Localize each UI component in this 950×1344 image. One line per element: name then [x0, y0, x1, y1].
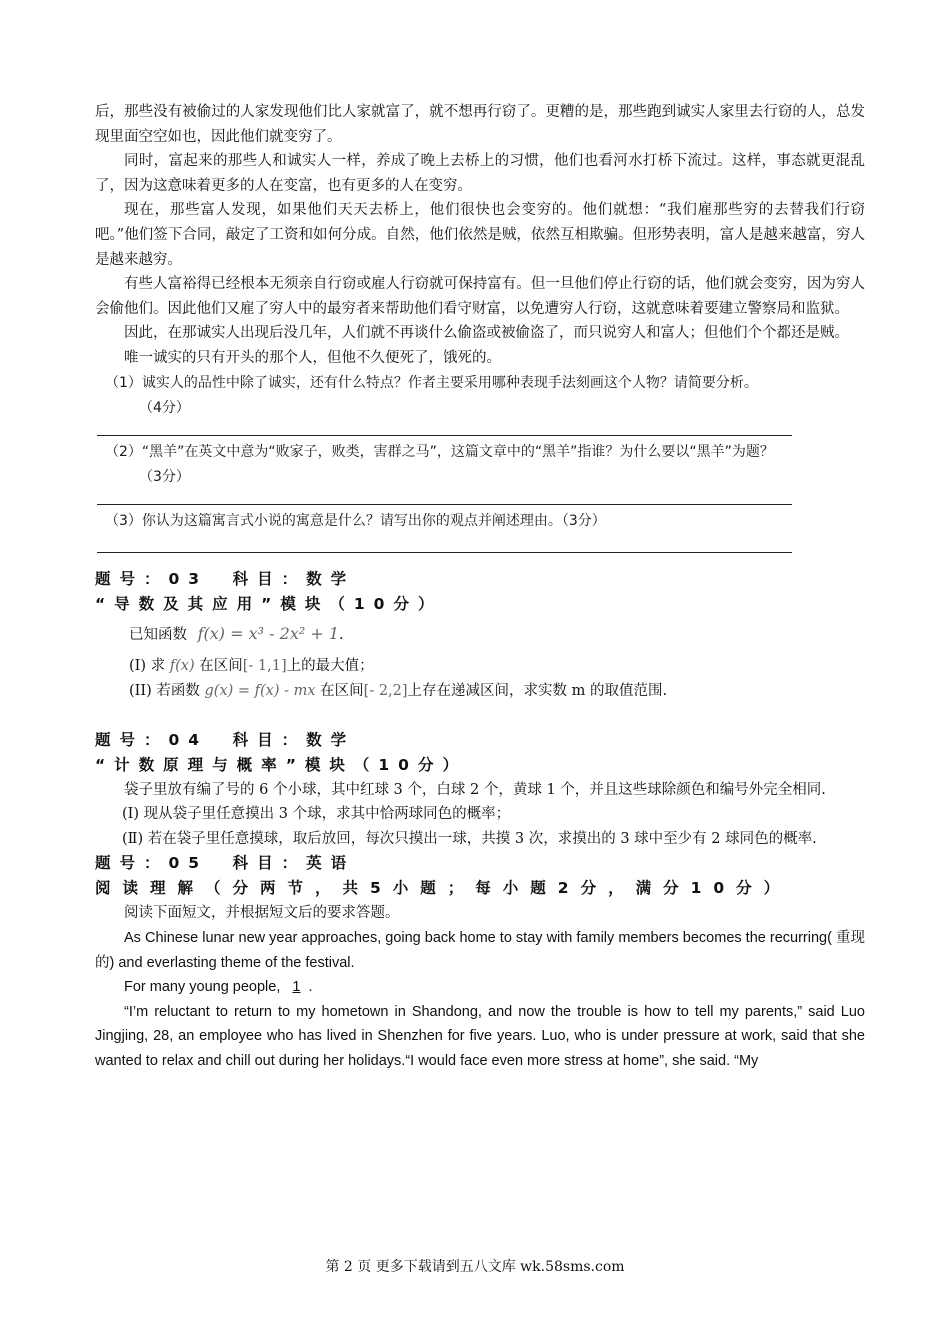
section-heading: 题号：04 科目：数学 [95, 730, 356, 749]
answer-blank[interactable]: 1 [292, 979, 301, 996]
story-paragraph: 有些人富裕得已经根本无须亲自行窃或雇人行窃就可保持富有。但一旦他们停止行窃的话，他们就会变穷，因为穷人会偷他们。因此他们又雇了穷人中的最穷者来帮助他们看守财富，以免遭穷人行窃，这就意味着要建立警察局和监狱。 [95, 276, 865, 317]
section-heading: 题号：03 科目：数学 [95, 569, 356, 588]
problem-part-1: (I) 求 f(x) 在区间[- 1,1]上的最大值； [129, 657, 374, 674]
question-text: （3）你认为这篇寓言式小说的寓意是什么？请写出你的观点并阐述理由。（3分） [105, 512, 606, 529]
section-heading: 题号：05 科目：英语 [95, 854, 356, 873]
section-03 [95, 567, 865, 704]
reading-paragraph: “I’m reluctant to return to my hometown in Shandong, and now the trouble is how to tell my parents,” said Luo Jingjing, 28, an employee who has lived in Shenzhen for five years. Luo, who is under pressure at work, said that she wanted to relax and chill out during her holidays.“I would face even more stress at home”, she said. “My [95, 1003, 865, 1069]
section-04 [95, 728, 865, 852]
problem-intro: 袋子里放有编了号的 6 个小球，其中红球 3 个，白球 2 个，黄球 1 个，并且这些球除颜色和编号外完全相同. [124, 781, 826, 798]
section-05 [95, 851, 865, 1073]
story-section [95, 100, 865, 371]
question-score: （3分） [139, 468, 190, 485]
story-paragraph: 同时，富起来的那些人和诚实人一样，养成了晚上去桥上的习惯，他们也看河水打桥下流过。这样，事态就更混乱了，因为这意味着更多的人在变富，也有更多的人在变穷。 [95, 153, 865, 194]
section-subheading: 阅读理解（分两节，共5小题；每小题2分，满分10分） [95, 879, 792, 898]
reading-paragraph: For many young people, 1 . [124, 979, 313, 996]
section-subheading: “导数及其应用”模块（10分） [95, 594, 443, 613]
story-paragraph: 现在，那些富人发现，如果他们天天去桥上，他们很快也会变穷的。他们就想：“我们雇那些穷的去替我们行窃吧。”他们签下合同，敲定了工资和如何分成。自然，他们依然是贼，依然互相欺骗。但形势表明，富人是越来越富，穷人是越来越穷。 [95, 202, 865, 268]
story-question-3 [95, 509, 865, 553]
story-paragraph: 唯一诚实的只有开头的那个人，但他不久便死了，饿死的。 [124, 349, 501, 366]
page-content [95, 100, 865, 1073]
problem-part-2: (II) 若函数 g(x) = f(x) - mx 在区间[- 2,2]上存在递减区间，求实数 m 的取值范围. [129, 682, 668, 699]
story-paragraph: 因此，在那诚实人出现后没几年，人们就不再谈什么偷盗或被偷盗了，而只说穷人和富人；但他们个个都还是贼。 [124, 325, 849, 342]
question-text: （2）“黑羊”在英文中意为“败家子，败类，害群之马”，这篇文章中的“黑羊”指谁？为什么要以“黑羊”为题？ [105, 443, 774, 460]
section-subheading: “计数原理与概率”模块（10分） [95, 755, 467, 774]
problem-intro: 已知函数 f(x) = x³ - 2x² + 1. [129, 623, 344, 643]
question-text: （1）诚实人的品性中除了诚实，还有什么特点？作者主要采用哪种表现手法刻画这个人物？请简要分析。 [105, 374, 758, 391]
reading-instruction: 阅读下面短文，并根据短文后的要求答题。 [124, 905, 400, 922]
problem-part-2: (Ⅱ) 若在袋子里任意摸球，取后放回，每次只摸出一球，共摸 3 次，求摸出的 3 球中至少有 2 球同色的概率. [122, 830, 817, 847]
story-question-1 [95, 371, 865, 436]
problem-part-1: (Ⅰ) 现从袋子里任意摸出 3 个球，求其中恰两球同色的概率； [122, 806, 511, 823]
answer-line[interactable] [97, 435, 792, 436]
reading-paragraph: As Chinese lunar new year approaches, going back home to stay with family members becomes the recurring( 重现的) and everlasting theme of the festival. [95, 929, 865, 971]
question-score: （4分） [139, 399, 190, 416]
story-question-2 [95, 440, 865, 505]
story-paragraph: 后，那些没有被偷过的人家发现他们比人家就富了，就不想再行窃了。更糟的是，那些跑到诚实人家里去行窃的人，总发现里面空空如也，因此他们就变穷了。 [95, 104, 865, 145]
answer-line[interactable] [97, 504, 792, 505]
page-footer: 第 2 页 更多下载请到五八文库 wk.58sms.com [325, 1259, 625, 1275]
